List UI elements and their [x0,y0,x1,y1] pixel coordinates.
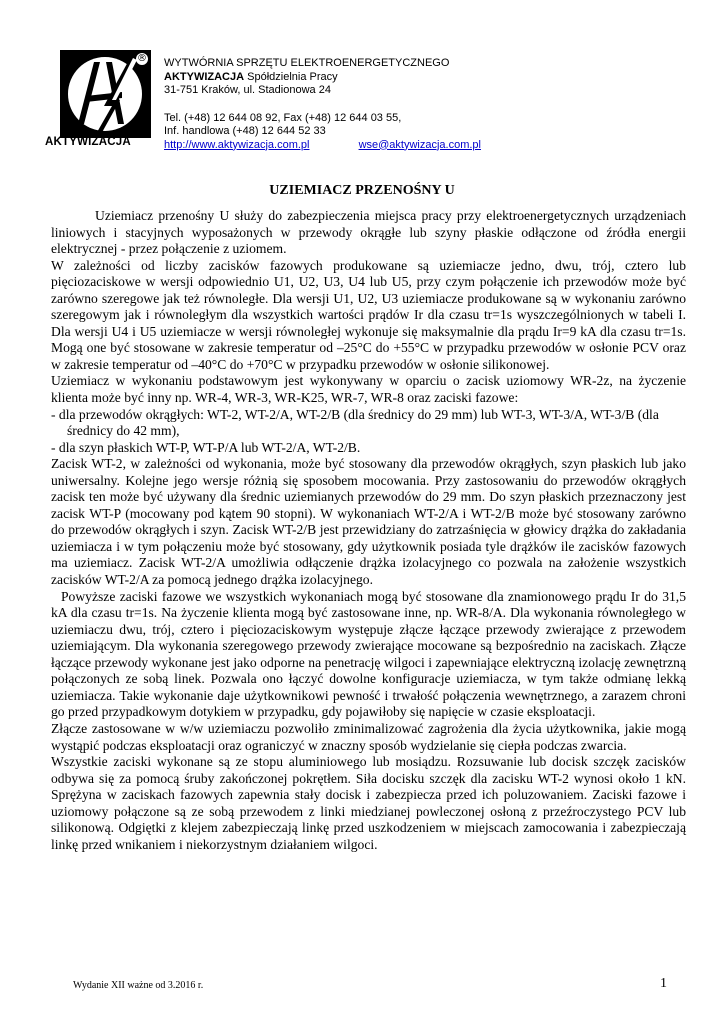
edition-note: Wydanie XII ważne od 3.2016 r. [73,980,204,991]
website-link[interactable]: http://www.aktywizacja.com.pl [164,138,310,151]
paragraph-basic-design: Uziemiacz w wykonaniu podstawowym jest wykonywany w oparciu o zacisk uziomowy WR-2z, na życzenie klienta może być inny np. WR-4, WR-3, WR-K25, WR-7, WR-8 oraz zaciski fazowe: [51,373,686,406]
header-phone: Tel. (+48) 12 644 08 92, Fax (+48) 12 644 03 55, [164,111,402,124]
document-body [51,208,686,853]
document-title: UZIEMIACZ PRZENOŚNY U [269,183,455,198]
paragraph-wt2-clamp: Zacisk WT-2, w zależności od wykonania, może być stosowany dla przewodów okrągłych, szyn płaskich lub jako uniwersalny. Kolejne jego wersje różnią się sposobem mocowania. Przy zastosowaniu do przewodów okrągłych zacisk ten może być używany dla średnic uziemianych przewodów do 29 mm. Do szyn płaskich przeznaczony jest zacisk WT-P (mocowany pod kątem 90 stopni). W wykonaniach WT-2/A i WT-2/B może być stosowany zarówno do przewodów okrągłych i szyn. Zacisk WT-2/B jest przewidziany do zatrzaśnięcia w głowicy drążka do zakładania uziemiacza i w tym połączeniu może być stosowany, gdy użytkownik posiada tyle drążków ile zacisków fazowych ma uziemiacz. Zacisk WT-2/A umożliwia odłączenie drążka izolacyjnego co pozwala na założenie wszystkich zacisków WT-2/A za pomocą jednego drążka izolacyjnego. [51,456,686,588]
paragraph-versions: W zależności od liczby zacisków fazowych produkowane są uziemiacze jedno, dwu, trój, cztero lub pięciozaciskowe w wersji odpowiednio U1, U2, U3, U4 lub U5, przy czym połączenie ich przewodów może być zarówno szeregowe jak też równoległe. Dla wersji U1, U2, U3 uziemiacze produkowane są w wykonaniu zarówno szeregowym jak i równoległym dla wszystkich wartości prądów Ir dla czasu tr=1s wyszczególnionych w tabeli I. Dla wersji U4 i U5 uziemiacze w wersji równoległej wykonuje się maksymalnie dla prądu Ir=9 kA dla czasu tr=1s. Mogą one być stosowane w zakresie temperatur od –25°C do +55°C w przypadku przewodów w osłonie PCV oraz w zakresie temperatur od –40°C do +70°C w przypadku przewodów w osłonie silikonowej. [51,257,686,372]
bullet-flat-bars: - dla szyn płaskich WT-P, WT-P/A lub WT-2/A, WT-2/B. [51,439,361,455]
company-header [164,57,481,152]
header-sales: Inf. handlowa (+48) 12 644 52 33 [164,125,326,137]
page-number: 1 [660,976,667,991]
header-address: 31-751 Kraków, ul. Stadionowa 24 [164,84,331,96]
logo-caption: AKTYWIZACJA [45,136,131,148]
header-links [164,139,481,153]
registered-mark: ® [137,53,147,64]
company-name: AKTYWIZACJA [164,70,245,83]
paragraph-phase-clamps: Powyższe zaciski fazowe we wszystkich wykonaniach mogą być stosowane dla znamionowego prądu Ir do 31,5 kA dla czasu tr=1s. Na życzenie klienta mogą być zastosowane inne, np. WR-8/A. Dla wykonania równoległego w uziemiaczu dwu, trój, cztero i pięciozaciskowym występuje złącze łączące przewody zwierające z przewodem uziemiającym. Dla wykonania szeregowego przewody zwierające mocowane są bezpośrednio na zaciskach. Złącze łączące przewody wykonane jest jako odporne na penetrację wilgoci i zapewniające elektryczną izolację zewnętrzną połączonych ze sobą linek. Pozwala ono łączyć dowolne konfiguracje uziemiacza, w tym także odmianę lekką uziemiacza. Takie wykonanie daje użytkownikowi pewność i trwałość połączenia wewnętrznego, a zarazem chroni go przed przypadkowym dotykiem w przypadku, gdy pojawiłoby się napięcie w czasie eksploatacji. [51,588,686,720]
paragraph-intro: Uziemiacz przenośny U służy do zabezpieczenia miejsca pracy przy elektroenergetycznych urządzeniach liniowych i stacyjnych wyposażonych w przewody okrągłe lub szyny płaskie odłączone od źródła energii elektrycznej - przez połączenie z uziomem. [51,208,686,257]
header-line1: WYTWÓRNIA SPRZĘTU ELEKTROENERGETYCZNEGO [164,57,450,69]
paragraph-materials: Wszystkie zaciski wykonane są ze stopu aluminiowego lub mosiądzu. Rozsuwanie lub docisk szczęk zacisków odbywa się za pomocą śruby zakończonej pokrętłem. Siła docisku szczęk dla zacisku WT-2 wynosi około 1 kN. Sprężyna w zaciskach fazowych zapewnia stały docisk i zabezpiecza przed ich poluzowaniem. Zaciski fazowe i uziomowy połączone są ze sobą przewodem z linki miedzianej powleczonej osłoną z przeźroczystego PCV lub silikonową. Odgiętki z klejem zabezpieczają linkę przed uszkodzeniem w miejscach zamocowania i zabezpieczają linkę przed wnikaniem i niekorzystnym działaniem wilgoci. [51,754,686,852]
header-company [164,71,481,85]
bullet-round-conductors: - dla przewodów okrągłych: WT-2, WT-2/A, WT-2/B (dla średnicy do 29 mm) lub WT-3, WT-3/A, WT-3/B (dla średnicy do 42 mm), [51,406,659,439]
company-logo [60,50,151,138]
company-type: Spółdzielnia Pracy [244,70,338,83]
email-link[interactable]: wse@aktywizacja.com.pl [358,138,481,151]
paragraph-connector: Złącze zastosowane w w/w uziemiaczu pozwoliło zminimalizować zagrożenia dla życia użytkownika, jakie mogą wystąpić podczas eksploatacji oraz ograniczyć w znaczny sposób wydzielanie się ciepła podczas zwarcia. [51,720,686,753]
